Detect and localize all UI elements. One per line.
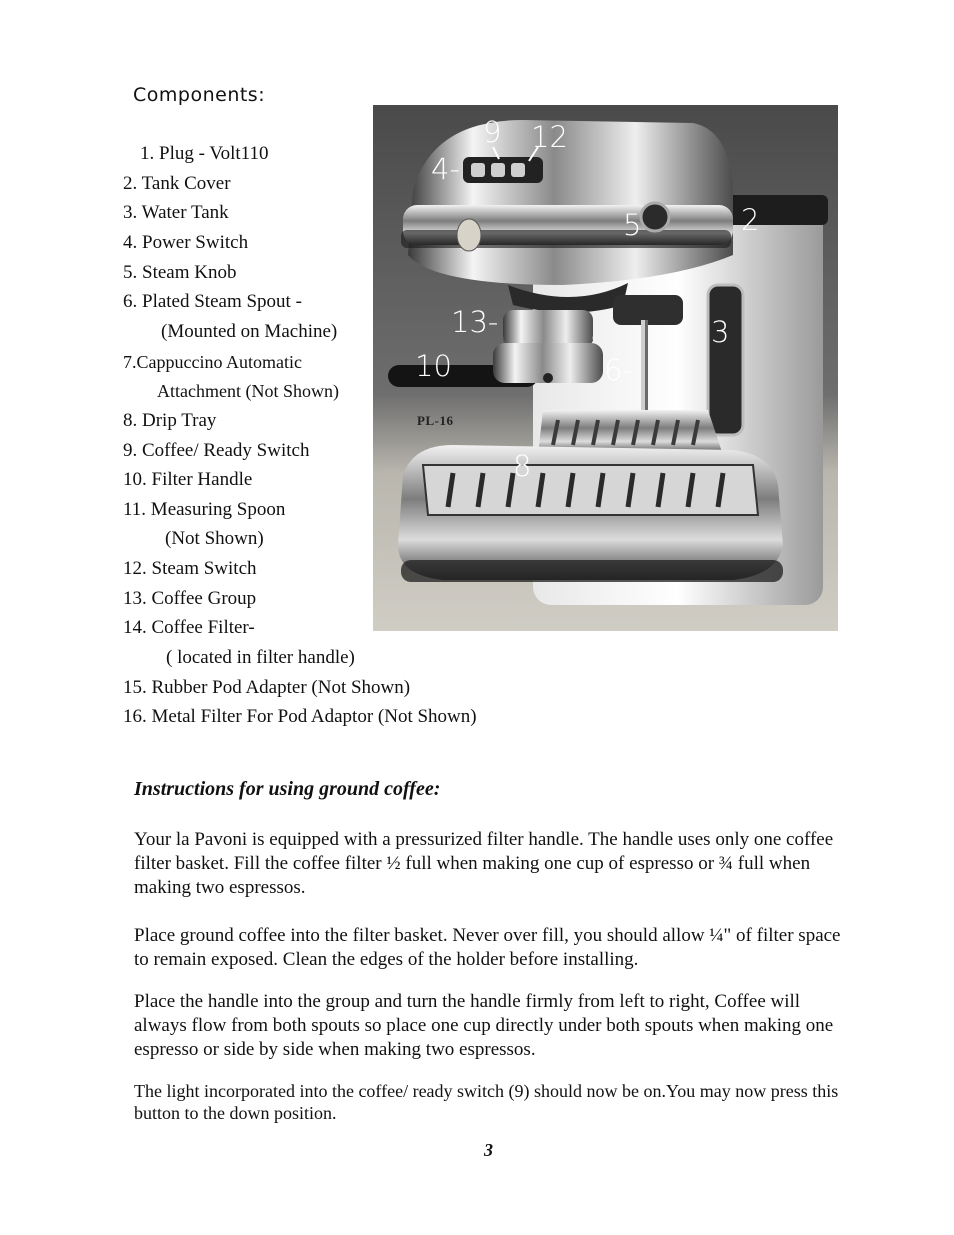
list-item: 12. Steam Switch xyxy=(123,558,257,579)
callout-2: 2 xyxy=(741,203,760,237)
list-item: 2. Tank Cover xyxy=(123,173,231,194)
list-item: 1. Plug - Volt110 xyxy=(140,143,269,164)
list-item: 16. Metal Filter For Pod Adaptor (Not Shown) xyxy=(123,706,477,727)
paragraph: Your la Pavoni is equipped with a pressurized filter handle. The handle uses only one coffee filter basket. Fill the coffee filter ½ full when making one cup of espresso or ¾ full when making two espressos. xyxy=(134,829,834,898)
list-item-continuation: ( located in filter handle) xyxy=(166,647,355,668)
callout-8: 8 xyxy=(513,449,532,483)
list-item-continuation: (Not Shown) xyxy=(165,528,264,549)
list-item: 5. Steam Knob xyxy=(123,262,237,283)
list-item-continuation: Attachment (Not Shown) xyxy=(157,381,339,401)
callout-5: 5 xyxy=(623,208,642,242)
paragraph: Place the handle into the group and turn the handle firmly from left to right, Coffee will always flow from both spouts so place one cup directly under both spouts when making one espresso or side by side when making two espressos. xyxy=(134,991,834,1060)
instructions-title: Instructions for using ground coffee: xyxy=(134,778,441,800)
callout-3: 3 xyxy=(711,315,730,349)
list-item-continuation: (Mounted on Machine) xyxy=(161,321,338,342)
list-item: 14. Coffee Filter- xyxy=(123,617,255,638)
callout-6: 6- xyxy=(604,353,633,387)
espresso-machine-photo xyxy=(373,105,838,631)
components-heading: Components: xyxy=(133,84,266,106)
paragraph: Place ground coffee into the filter basket. Never over fill, you should allow ¼" of filter space to remain exposed. Clean the edges of the holder before installing. xyxy=(134,925,841,970)
list-item: 9. Coffee/ Ready Switch xyxy=(123,440,310,461)
list-item: 11. Measuring Spoon xyxy=(123,499,286,520)
model-label: PL-16 xyxy=(417,413,454,428)
list-item: 10. Filter Handle xyxy=(123,469,253,490)
callout-4: 4- xyxy=(431,152,460,186)
list-item: 3. Water Tank xyxy=(123,202,229,223)
list-item: 13. Coffee Group xyxy=(123,588,257,609)
callout-9: 9 xyxy=(483,115,502,149)
page-number: 3 xyxy=(484,1140,493,1160)
list-item: 6. Plated Steam Spout - xyxy=(123,291,302,312)
callout-12: 12 xyxy=(531,120,568,154)
callout-10: 10 xyxy=(415,349,452,383)
list-item: 8. Drip Tray xyxy=(123,410,217,431)
callout-13: 13- xyxy=(451,305,499,339)
paragraph: The light incorporated into the coffee/ ready switch (9) should now be on.You may now press this button to the down position. xyxy=(134,1081,839,1123)
list-item: 4. Power Switch xyxy=(123,232,249,253)
list-item: 15. Rubber Pod Adapter (Not Shown) xyxy=(123,677,411,698)
list-item: 7.Cappuccino Automatic xyxy=(123,352,302,372)
